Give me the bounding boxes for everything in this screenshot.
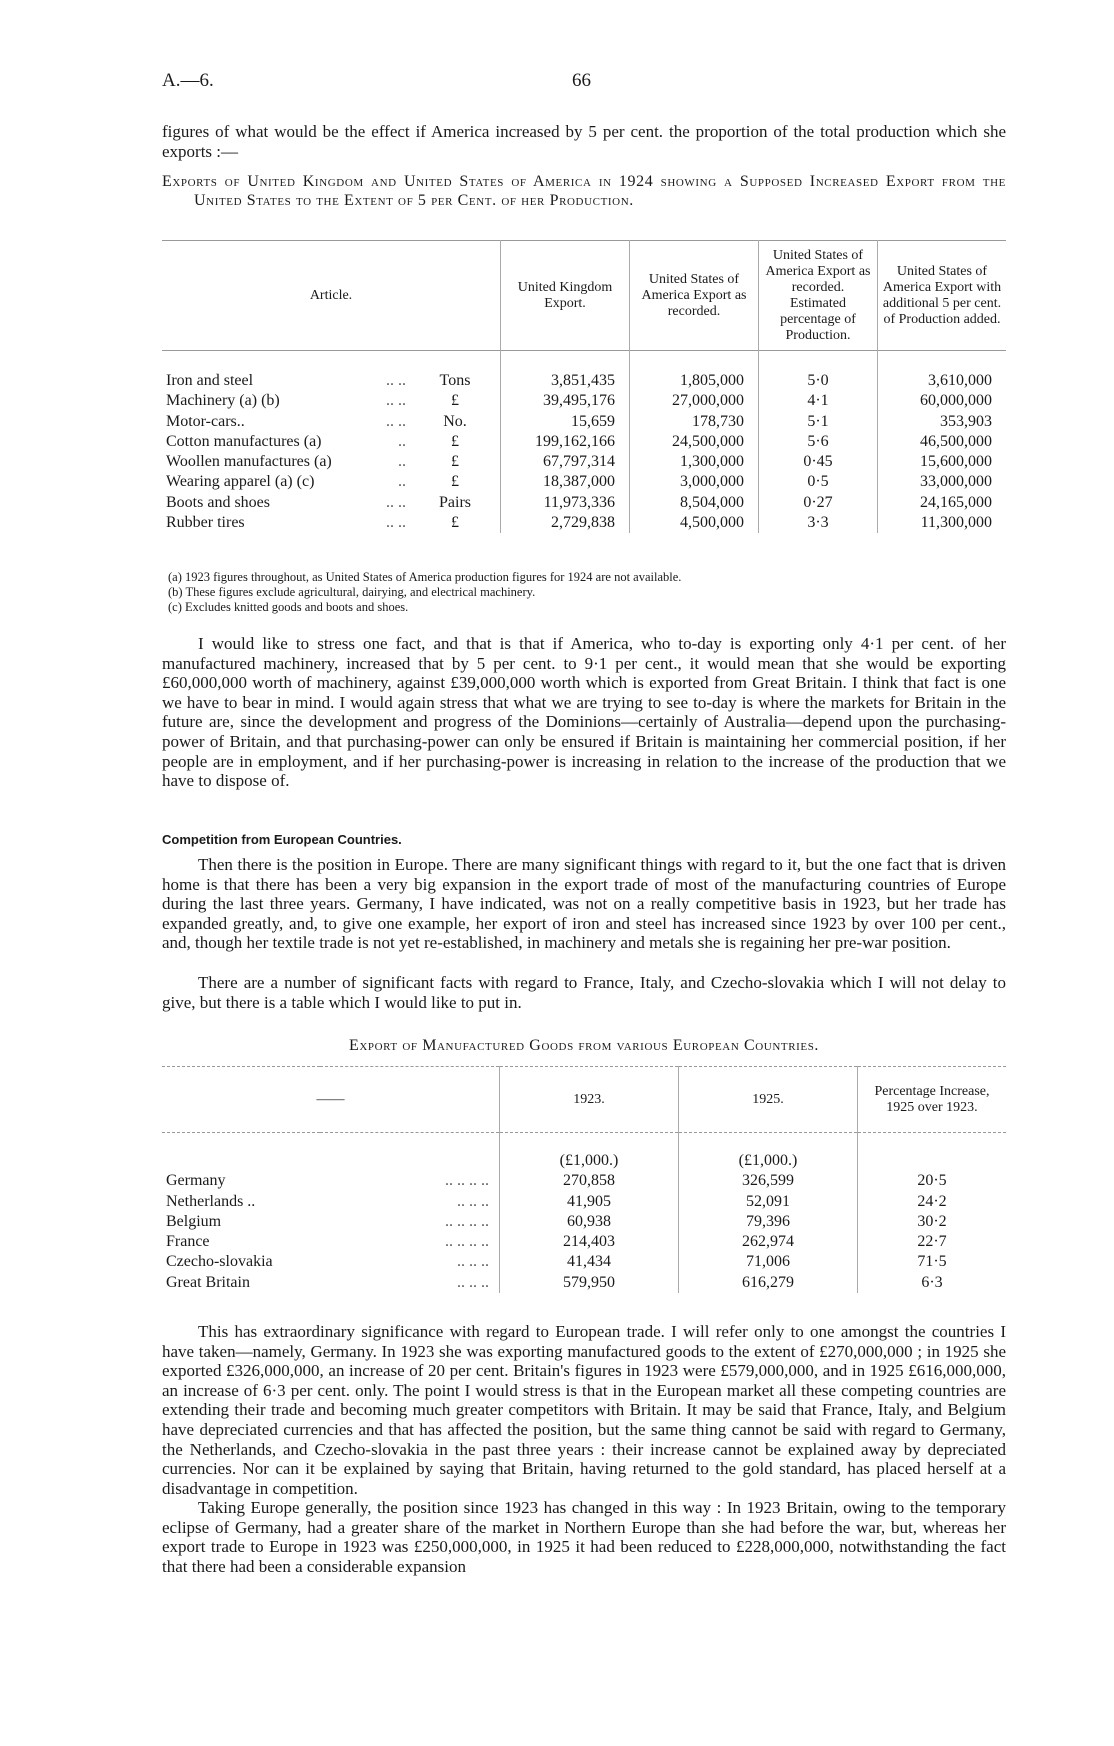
row-1923: 579,950 [500, 1273, 679, 1293]
row-us-added: 24,165,000 [878, 493, 1007, 513]
note-c: (c) Excludes knitted goods and boots and shoes. [168, 600, 409, 614]
row-unit: £ [451, 473, 459, 491]
exports-table [162, 240, 1006, 533]
row-uk-export: 2,729,838 [501, 513, 630, 533]
leader-dots: .. .. .. [457, 1192, 489, 1210]
row-country: Netherlands .. [166, 1192, 256, 1210]
row-country: Great Britain [166, 1273, 250, 1291]
row-article [162, 391, 410, 411]
table-row [162, 472, 1006, 492]
note-a: (a) 1923 figures throughout, as United States of America production figures for 1924 are not available. [168, 570, 682, 584]
row-percentage: 24·2 [858, 1192, 1007, 1212]
col-1925: 1925. [679, 1067, 858, 1133]
row-unit: Tons [439, 372, 471, 389]
row-us-export: 178,730 [630, 412, 759, 432]
table-row [162, 1252, 1006, 1272]
row-us-export: 24,500,000 [630, 432, 759, 452]
row-article [162, 412, 410, 432]
table-row [162, 513, 1006, 533]
table-row [162, 1192, 1006, 1212]
row-unit: £ [451, 453, 459, 471]
row-uk-export: 67,797,314 [501, 452, 630, 472]
col-blank: —— [316, 1091, 345, 1107]
row-uk-export: 18,387,000 [501, 472, 630, 492]
page-header [162, 70, 1006, 94]
row-1923: 41,905 [500, 1192, 679, 1212]
article-name: Cotton manufactures (a) [166, 432, 322, 450]
row-percentage: 6·3 [858, 1273, 1007, 1293]
leader-dots: .. [398, 473, 406, 491]
row-us-added: 353,903 [878, 412, 1007, 432]
leader-dots: .. .. [386, 412, 406, 430]
paragraph-5: Taking Europe generally, the position since 1923 has changed in this way : In 1923 Britain, owing to the temporary eclipse of Germany, had a greater share of the market in Northern Europe than she had before the war, but, whereas her export trade to Europe in 1923 was £250,000,000, in 1925 it had been reduced to £228,000,000, notwithstanding the fact that there had been a considerable expansion [162, 1498, 1006, 1576]
paragraph-4: This has extraordinary significance with regard to European trade. I will refer only to one amongst the countries I have taken—namely, Germany. In 1923 she was exporting manufactured goods to the extent of £270,000,000 ; in 1925 she exported £326,000,000, an increase of 20 per cent. Britain's figures in 1923 were £579,000,000, and in 1925 £616,000,000, an increase of 6·3 per cent. only. The point I would stress is that in the European market all these competing countries are extending their trade and becoming much greater competitors with Britain. It may be said that France, Italy, and Belgium have depreciated currencies and that has affected the position, but the same thing cannot be said with regard to Germany, the Netherlands, and Czecho-slovakia in the past three years : their increase cannot be explained away by depreciated currencies. Nor can it be explained by saying that Britain, having returned to the gold standard, has placed herself at a disadvantage in competition. [162, 1322, 1006, 1498]
row-country: Germany [166, 1172, 226, 1190]
row-us-export: 1,300,000 [630, 452, 759, 472]
exports-table-header [162, 241, 1006, 351]
row-us-added: 11,300,000 [878, 513, 1007, 533]
units-row [162, 1133, 1006, 1172]
row-country: France [166, 1233, 210, 1251]
row-article [162, 513, 410, 533]
table-row [162, 432, 1006, 452]
row-us-percentage: 5·1 [759, 412, 878, 432]
row-us-percentage: 0·27 [759, 493, 878, 513]
row-uk-export: 15,659 [501, 412, 630, 432]
article-name: Rubber tires [166, 514, 245, 532]
row-percentage: 20·5 [858, 1171, 1007, 1191]
row-us-percentage: 3·3 [759, 513, 878, 533]
leader-dots: .. .. [386, 372, 406, 389]
page-number: 66 [572, 70, 591, 91]
unit-1925: (£1,000.) [679, 1133, 858, 1172]
table-row [162, 351, 1006, 392]
row-us-percentage: 5·0 [759, 351, 878, 392]
leader-dots: .. .. .. .. [445, 1172, 489, 1190]
row-us-export: 1,805,000 [630, 351, 759, 392]
table-row [162, 1171, 1006, 1191]
row-us-percentage: 5·6 [759, 432, 878, 452]
section-heading: Competition from European Countries. [162, 832, 402, 847]
row-1923: 60,938 [500, 1212, 679, 1232]
col-us-percentage: United States of America Export as recorded. Estimated percentage of Production. [759, 241, 878, 351]
row-percentage: 30·2 [858, 1212, 1007, 1232]
row-us-percentage: 0·5 [759, 472, 878, 492]
row-article [162, 351, 410, 392]
row-us-added: 33,000,000 [878, 472, 1007, 492]
row-uk-export: 199,162,166 [501, 432, 630, 452]
col-us-added: United States of America Export with additional 5 per cent. of Production added. [878, 241, 1007, 351]
table-row [162, 1212, 1006, 1232]
document-reference: A.—6. [162, 70, 214, 91]
row-us-export: 8,504,000 [630, 493, 759, 513]
row-country: Czecho-slovakia [166, 1253, 273, 1271]
row-uk-export: 3,851,435 [501, 351, 630, 392]
article-name: Motor-cars.. [166, 412, 245, 430]
leader-dots: .. .. .. [457, 1273, 489, 1291]
row-us-export: 3,000,000 [630, 472, 759, 492]
row-unit: Pairs [439, 493, 471, 511]
row-us-percentage: 0·45 [759, 452, 878, 472]
col-uk-export: United Kingdom Export. [501, 241, 630, 351]
article-name: Wearing apparel (a) (c) [166, 473, 315, 491]
table-row [162, 1232, 1006, 1252]
row-1923: 270,858 [500, 1171, 679, 1191]
row-us-added: 15,600,000 [878, 452, 1007, 472]
leader-dots: .. .. .. .. [445, 1233, 489, 1251]
row-country: Belgium [166, 1212, 222, 1230]
leader-dots: .. [398, 432, 406, 450]
table-row [162, 452, 1006, 472]
col-article: Article. [309, 287, 353, 303]
leader-dots: .. .. [386, 392, 406, 410]
row-uk-export: 39,495,176 [501, 391, 630, 411]
table-row [162, 391, 1006, 411]
row-article [162, 452, 410, 472]
col-us-export: United States of America Export as recorded. [630, 241, 759, 351]
row-1925: 616,279 [679, 1273, 858, 1293]
row-1925: 79,396 [679, 1212, 858, 1232]
col-percentage-increase: Percentage Increase, 1925 over 1923. [858, 1067, 1007, 1133]
row-unit: £ [451, 392, 459, 410]
leader-dots: .. [398, 453, 406, 471]
article-name: Machinery (a) (b) [166, 392, 280, 410]
row-us-added: 60,000,000 [878, 391, 1007, 411]
row-percentage: 22·7 [858, 1232, 1007, 1252]
paragraph-2: Then there is the position in Europe. There are many significant things with regard to it, but the one fact that is driven home is that there has been a very big expansion in the export trade of most of the manufacturing countries of Europe during the last three years. Germany, I have indicated, was not on a really competitive basis in 1923, but her trade has expanded greatly, and, to give one example, her export of iron and steel has increased since 1923 by over 100 per cent., and, though her textile trade is not yet re-established, in machinery and metals she is regaining her pre-war position. [162, 855, 1006, 953]
leader-dots: .. .. .. .. [445, 1212, 489, 1230]
row-article [162, 472, 410, 492]
unit-1923: (£1,000.) [500, 1133, 679, 1172]
row-us-added: 3,610,000 [878, 351, 1007, 392]
leader-dots: .. .. [386, 514, 406, 532]
row-us-export: 4,500,000 [630, 513, 759, 533]
table-row [162, 1273, 1006, 1293]
european-table-header [162, 1067, 1006, 1133]
row-us-export: 27,000,000 [630, 391, 759, 411]
row-1925: 326,599 [679, 1171, 858, 1191]
row-1925: 262,974 [679, 1232, 858, 1252]
article-name: Iron and steel [166, 372, 254, 389]
table-row [162, 493, 1006, 513]
note-b: (b) These figures exclude agricultural, dairying, and electrical machinery. [168, 585, 536, 599]
article-name: Woollen manufactures (a) [166, 453, 332, 471]
row-percentage: 71·5 [858, 1252, 1007, 1272]
article-name: Boots and shoes [166, 493, 270, 511]
leader-dots: .. .. [386, 493, 406, 511]
row-unit: £ [451, 514, 459, 532]
intro-text: figures of what would be the effect if America increased by 5 per cent. the proportion of the total production which she exports :— [162, 122, 1006, 161]
paragraph-1: I would like to stress one fact, and that is that if America, who to-day is exporting only 4·1 per cent. of her manufactured machinery, increased that by 5 per cent. to 9·1 per cent., it would mean that she would be exporting £60,000,000 worth of machinery, against £39,000,000 worth which is exported from Great Britain. I think that fact is one we have to bear in mind. I would again stress that what we are trying to see to-day is where the markets for Britain in the future are, since the development and progress of the Dominions—certainly of Australia—depend upon the purchasing-power of Britain, and that purchasing-power can only be ensured if Britain is maintaining her commercial position, if her people are in employment, and if her purchasing-power is increasing in relation to the increase of the production that we have to dispose of. [162, 634, 1006, 791]
paragraph-3: There are a number of significant facts with regard to France, Italy, and Czecho-slovakia which I will not delay to give, but there is a table which I would like to put in. [162, 973, 1006, 1012]
table1-caption: Exports of United Kingdom and United States of America in 1924 showing a Supposed Increased Export from the United States to the Extent of 5 per Cent. of her Production. [162, 173, 1006, 209]
row-article [162, 493, 410, 513]
row-1925: 71,006 [679, 1252, 858, 1272]
col-1923: 1923. [500, 1067, 679, 1133]
row-unit: No. [443, 412, 467, 430]
table-row [162, 412, 1006, 432]
leader-dots: .. .. .. [457, 1253, 489, 1271]
european-exports-table [162, 1066, 1006, 1293]
row-1923: 214,403 [500, 1232, 679, 1252]
row-1925: 52,091 [679, 1192, 858, 1212]
table1-notes [168, 570, 681, 615]
row-article [162, 432, 410, 452]
row-us-percentage: 4·1 [759, 391, 878, 411]
row-1923: 41,434 [500, 1252, 679, 1272]
row-us-added: 46,500,000 [878, 432, 1007, 452]
row-unit: £ [451, 432, 459, 450]
table2-caption: Export of Manufactured Goods from various European Countries. [348, 1037, 820, 1054]
row-uk-export: 11,973,336 [501, 493, 630, 513]
